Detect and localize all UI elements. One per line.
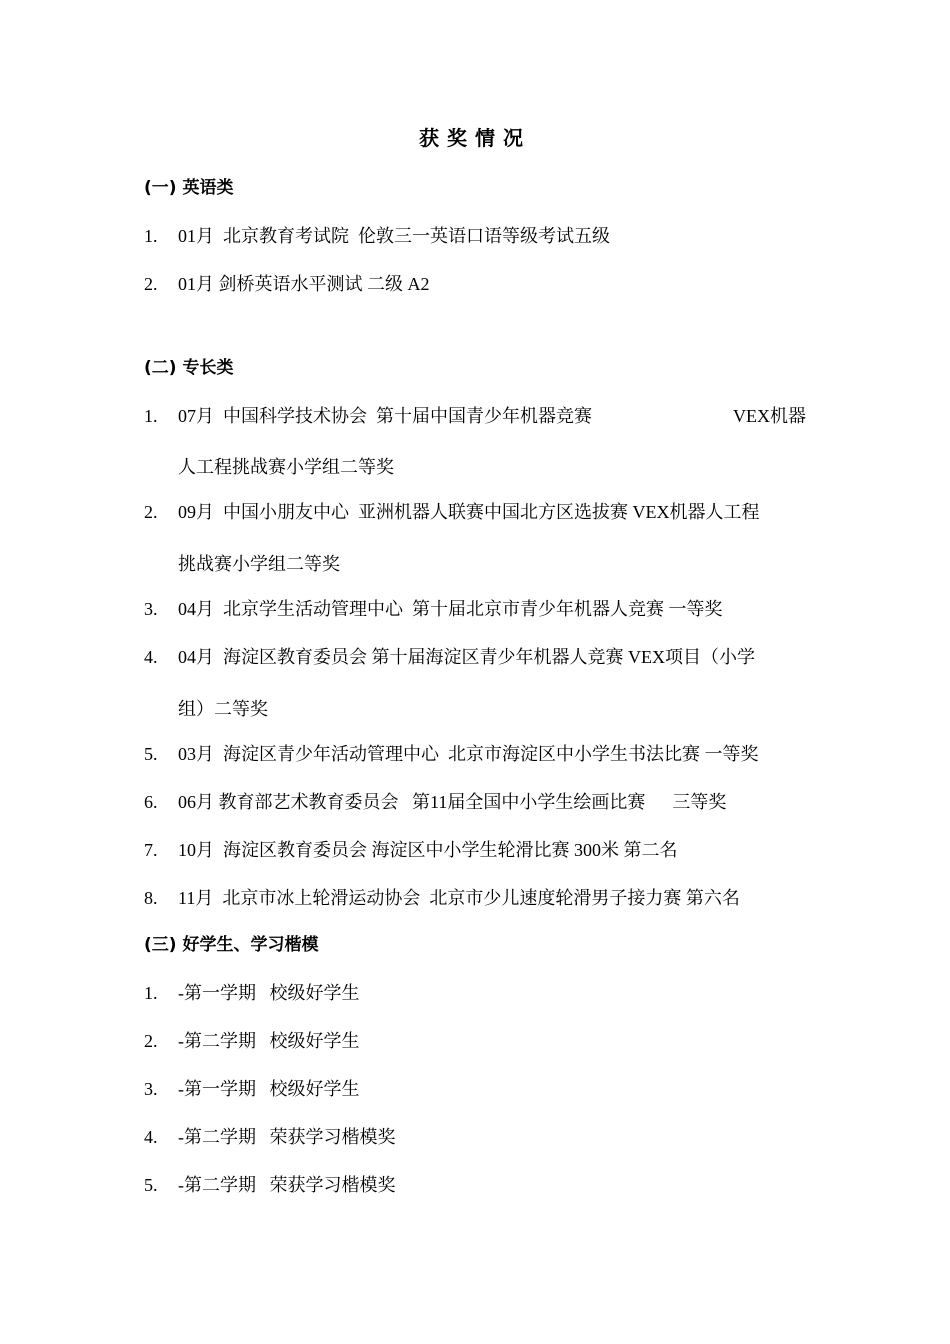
item-text-continued: 人工程挑战赛小学组二等奖 (178, 457, 394, 477)
item-number: 7. (144, 840, 158, 860)
page-title: 获奖情况 (419, 126, 531, 150)
item-number: 1. (144, 226, 158, 246)
item-number: 3. (144, 1079, 158, 1099)
item-text: 04月 北京学生活动管理中心 第十届北京市青少年机器人竞赛 一等奖 (178, 599, 723, 619)
item-number: 2. (144, 1031, 158, 1051)
item-text: 11月 北京市冰上轮滑运动协会 北京市少儿速度轮滑男子接力赛 第六名 (178, 888, 740, 908)
item-text: -第一学期 校级好学生 (178, 1079, 360, 1099)
item-text-continued: 组）二等奖 (178, 699, 268, 719)
item-text-continued: 挑战赛小学组二等奖 (178, 554, 340, 574)
item-number: 4. (144, 647, 158, 667)
item-number: 2. (144, 502, 158, 522)
item-number: 5. (144, 744, 158, 764)
item-text: 03月 海淀区青少年活动管理中心 北京市海淀区中小学生书法比赛 一等奖 (178, 744, 759, 764)
item-number: 2. (144, 274, 158, 294)
item-text: -第一学期 校级好学生 (178, 983, 360, 1003)
item-text: -第二学期 荣获学习楷模奖 (178, 1175, 396, 1195)
item-text: 10月 海淀区教育委员会 海淀区中小学生轮滑比赛 300米 第二名 (178, 840, 678, 860)
item-number: 6. (144, 792, 158, 812)
item-text: 09月 中国小朋友中心 亚洲机器人联赛中国北方区选拔赛 VEX机器人工程 (178, 502, 760, 522)
item-text-right: VEX机器 (733, 406, 806, 426)
item-text: 06月 教育部艺术教育委员会 第11届全国中小学生绘画比赛 三等奖 (178, 792, 727, 812)
item-number: 8. (144, 888, 158, 908)
section-heading-english: (一) 英语类 (144, 178, 234, 198)
item-text: -第二学期 校级好学生 (178, 1031, 360, 1051)
item-text: 07月 中国科学技术协会 第十届中国青少年机器竞赛 (178, 406, 592, 426)
section-heading-specialty: (二) 专长类 (144, 358, 234, 378)
item-number: 4. (144, 1127, 158, 1147)
item-text: -第二学期 荣获学习楷模奖 (178, 1127, 396, 1147)
item-text: 01月 北京教育考试院 伦敦三一英语口语等级考试五级 (178, 226, 610, 246)
item-text: 04月 海淀区教育委员会 第十届海淀区青少年机器人竞赛 VEX项目（小学 (178, 647, 755, 667)
item-text: 01月 剑桥英语水平测试 二级 A2 (178, 274, 430, 294)
item-number: 1. (144, 983, 158, 1003)
item-number: 1. (144, 406, 158, 426)
item-number: 5. (144, 1175, 158, 1195)
section-heading-good-student: (三) 好学生、学习楷模 (144, 935, 319, 955)
item-number: 3. (144, 599, 158, 619)
